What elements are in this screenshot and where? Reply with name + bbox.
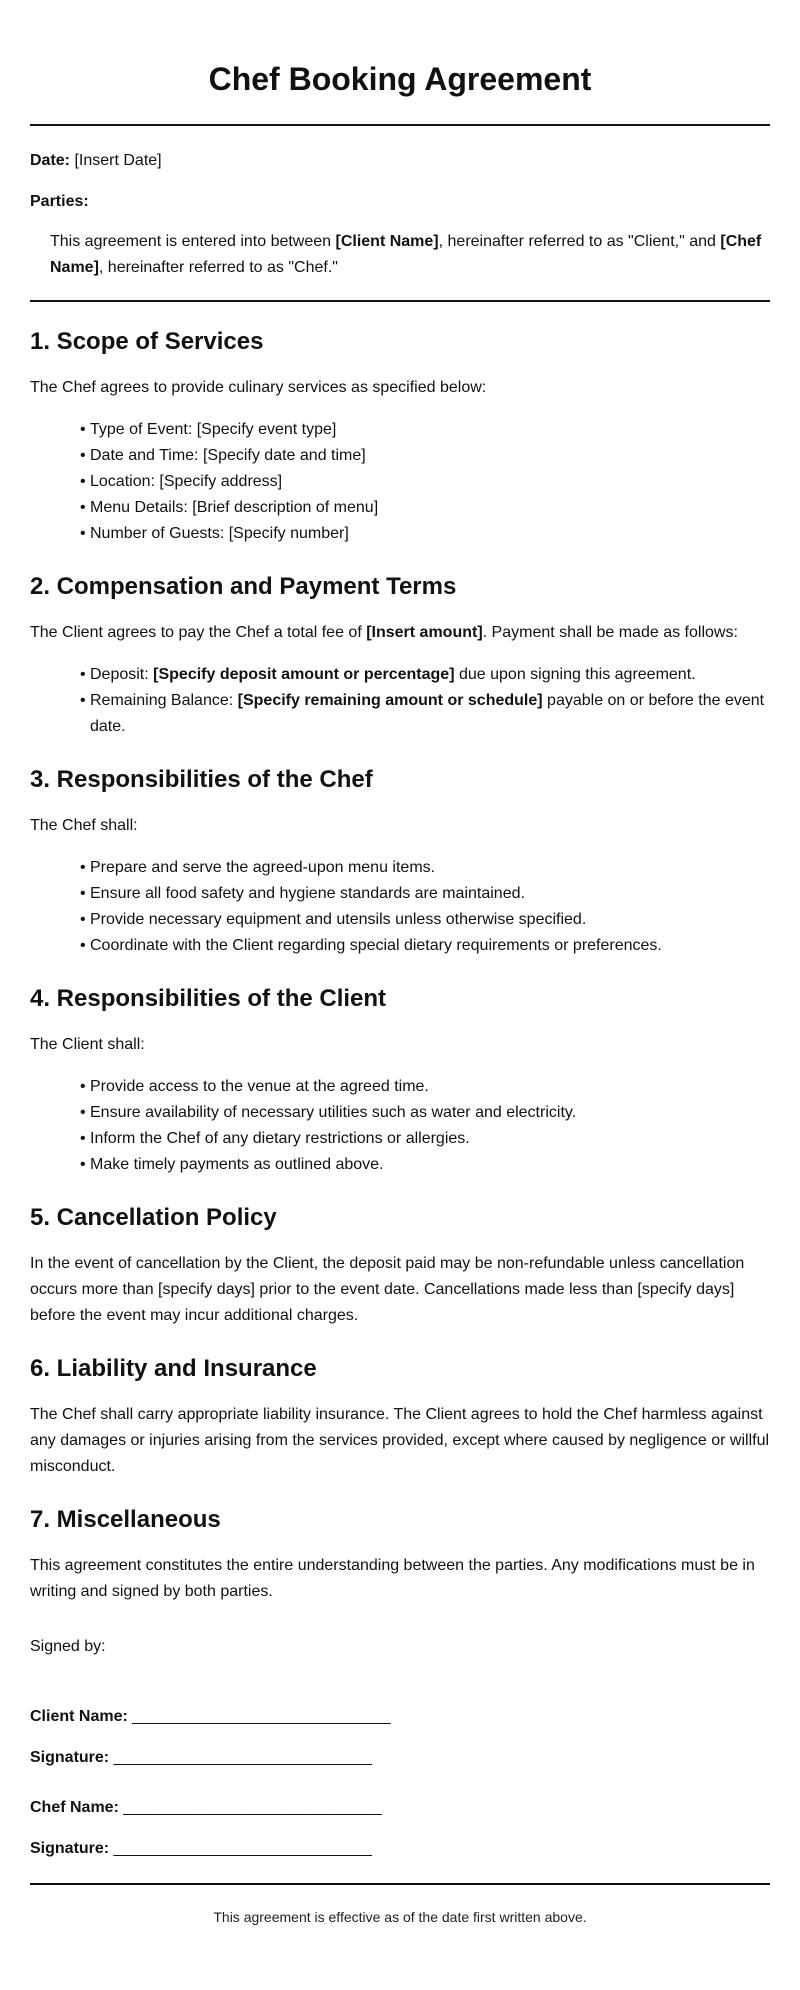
section-heading: 1. Scope of Services (30, 328, 264, 355)
client-name-label: Client Name: (30, 1708, 128, 1725)
chef-signature-blank: ______________________________ (113, 1840, 372, 1857)
section-body: In the event of cancellation by the Client, the deposit paid may be non-refundable unless cancellation occurs more than [specify days] prior to the event date. Cancellations made less than [specify days] before the event may incur additional charges. (30, 1255, 745, 1324)
balance-label: Remaining Balance: (90, 692, 238, 709)
list-item: • Make timely payments as outlined above. (80, 1152, 770, 1178)
balance-tail: payable on or before the event date. (90, 692, 765, 735)
section-liability (30, 1354, 770, 1480)
title-divider (30, 124, 770, 126)
payment-list (30, 662, 770, 740)
section-heading: 7. Miscellaneous (30, 1506, 221, 1533)
client-signature-line (30, 1746, 770, 1770)
list-item: • Number of Guests: [Specify number] (80, 521, 770, 547)
parties-text-part: This agreement is entered into between (50, 233, 336, 250)
section-body: This agreement constitutes the entire understanding between the parties. Any modifications must be in writing and signed by both parties. (30, 1557, 755, 1600)
parties-statement (50, 229, 770, 281)
list-item: • Ensure all food safety and hygiene standards are maintained. (80, 881, 770, 907)
document-title: Chef Booking Agreement (208, 61, 592, 97)
signature-label: Signature: (30, 1749, 110, 1766)
section-client-responsibilities (30, 984, 770, 1178)
list-item: • Prepare and serve the agreed-upon menu items. (80, 855, 770, 881)
list-item: • Provide access to the venue at the agreed time. (80, 1074, 770, 1100)
section-intro (30, 620, 770, 646)
section-miscellaneous (30, 1505, 770, 1605)
chef-name-label: Chef Name: (30, 1799, 119, 1816)
date-label: Date: (30, 152, 71, 169)
chef-signature-line (30, 1837, 770, 1861)
list-item: • Coordinate with the Client regarding special dietary requirements or preferences. (80, 933, 770, 959)
list-item-deposit (80, 662, 770, 688)
list-item: • Provide necessary equipment and utensils unless otherwise specified. (80, 907, 770, 933)
parties-label-text: Parties: (30, 193, 89, 210)
section-heading: 2. Compensation and Payment Terms (30, 573, 457, 600)
chef-name-signature-line (30, 1796, 770, 1820)
intro-text-part: . Payment shall be made as follows: (482, 624, 738, 641)
section-body: The Chef shall carry appropriate liability insurance. The Client agrees to hold the Chef harmless against any damages or injuries arising from the services provided, except where caused by negligence or willful misconduct. (30, 1406, 770, 1475)
client-name-placeholder: [Client Name] (335, 233, 439, 250)
footer-note: This agreement is effective as of the date first written above. (213, 1909, 587, 1925)
parties-text-part: , hereinafter referred to as "Chef." (98, 259, 338, 276)
list-item: • Date and Time: [Specify date and time] (80, 443, 770, 469)
intro-text-part: The Client agrees to pay the Chef a total fee of (30, 624, 367, 641)
section-chef-responsibilities (30, 765, 770, 959)
agreement-document (30, 0, 770, 1927)
section-compensation (30, 572, 770, 740)
section-intro: The Client shall: (30, 1036, 145, 1053)
parties-divider (30, 300, 770, 302)
section-intro: The Chef shall: (30, 817, 138, 834)
date-line (30, 149, 770, 173)
signed-by-label: Signed by: (30, 1638, 106, 1655)
list-item: • Location: [Specify address] (80, 469, 770, 495)
client-name-blank: ______________________________ (132, 1708, 391, 1725)
parties-label (30, 190, 770, 214)
amount-placeholder: [Insert amount] (366, 624, 483, 641)
chef-name-placeholder: [Chef Name] (50, 233, 762, 276)
section-intro: The Chef agrees to provide culinary services as specified below: (30, 379, 487, 396)
client-responsibilities-list (30, 1074, 770, 1178)
scope-list (30, 417, 770, 547)
chef-name-blank: ______________________________ (123, 1799, 382, 1816)
section-cancellation (30, 1203, 770, 1329)
date-value: [Insert Date] (74, 152, 162, 169)
section-heading: 6. Liability and Insurance (30, 1355, 317, 1382)
footer-divider (30, 1883, 770, 1885)
section-heading: 3. Responsibilities of the Chef (30, 766, 373, 793)
section-scope (30, 327, 770, 547)
list-item-balance (80, 688, 770, 740)
chef-responsibilities-list (30, 855, 770, 959)
list-item: • Menu Details: [Brief description of menu] (80, 495, 770, 521)
balance-placeholder: [Specify remaining amount or schedule] (237, 692, 543, 709)
client-name-signature-line (30, 1705, 770, 1729)
section-heading: 4. Responsibilities of the Client (30, 985, 387, 1012)
list-item: • Ensure availability of necessary utilities such as water and electricity. (80, 1100, 770, 1126)
client-signature-blank: ______________________________ (113, 1749, 372, 1766)
deposit-tail: due upon signing this agreement. (454, 666, 696, 683)
parties-text-part: , hereinafter referred to as "Client," and (438, 233, 721, 250)
deposit-label: Deposit: (90, 666, 154, 683)
deposit-placeholder: [Specify deposit amount or percentage] (153, 666, 455, 683)
list-item: • Inform the Chef of any dietary restrictions or allergies. (80, 1126, 770, 1152)
section-heading: 5. Cancellation Policy (30, 1204, 277, 1231)
signature-label: Signature: (30, 1840, 110, 1857)
list-item: • Type of Event: [Specify event type] (80, 417, 770, 443)
